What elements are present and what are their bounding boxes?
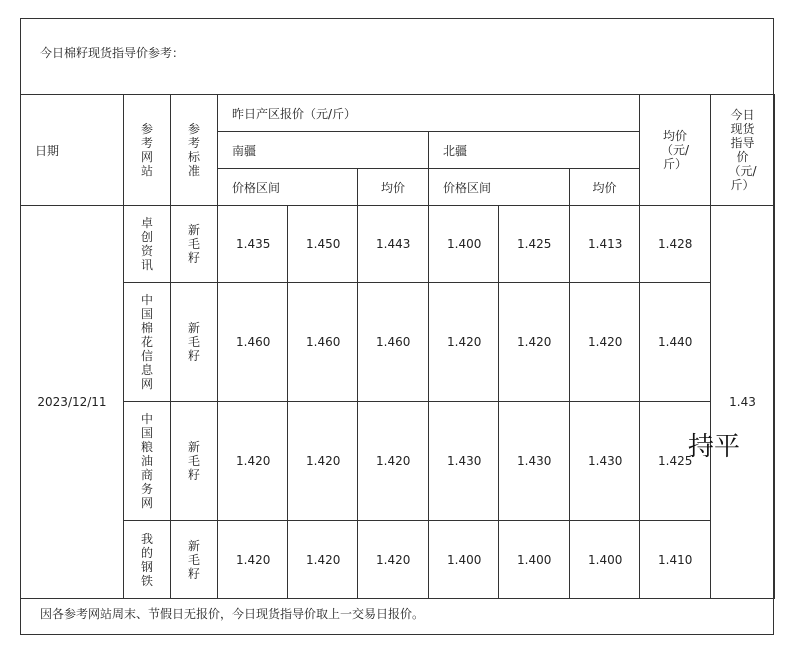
standard-cell: 新毛籽 [171, 283, 218, 402]
avg-cell: 1.410 [640, 521, 711, 599]
table-row [21, 402, 775, 521]
table-row [21, 283, 775, 402]
date-cell: 2023/12/11 [21, 206, 124, 599]
avg-cell: 1.425 [640, 402, 711, 521]
south-high-cell: 1.420 [288, 521, 358, 599]
north-high-cell: 1.425 [499, 206, 570, 283]
south-avg-cell: 1.420 [358, 521, 429, 599]
header-site: 参考网站 [124, 95, 171, 206]
south-low-cell: 1.460 [218, 283, 288, 402]
watermark-overlay: 持平 [688, 432, 741, 462]
table-row [21, 206, 775, 283]
header-overall-avg: 均价（元/斤） [640, 95, 711, 206]
table-row [21, 521, 775, 599]
standard-cell: 新毛籽 [171, 521, 218, 599]
north-low-cell: 1.420 [429, 283, 499, 402]
north-avg-cell: 1.400 [570, 521, 640, 599]
south-avg-cell: 1.460 [358, 283, 429, 402]
site-cell: 中国棉花信息网 [124, 283, 171, 402]
avg-cell: 1.428 [640, 206, 711, 283]
price-table [20, 94, 775, 599]
header-north-avg: 均价 [570, 169, 640, 206]
south-avg-cell: 1.420 [358, 402, 429, 521]
south-low-cell: 1.420 [218, 402, 288, 521]
header-today-price: 今日现货指导价（元/斤） [711, 95, 775, 206]
south-low-cell: 1.435 [218, 206, 288, 283]
site-cell: 中国粮油商务网 [124, 402, 171, 521]
header-south-avg: 均价 [358, 169, 429, 206]
footnote: 因各参考网站周末、节假日无报价，今日现货指导价取上一交易日报价。 [40, 607, 425, 621]
south-high-cell: 1.460 [288, 283, 358, 402]
north-low-cell: 1.430 [429, 402, 499, 521]
north-high-cell: 1.400 [499, 521, 570, 599]
north-low-cell: 1.400 [429, 521, 499, 599]
avg-cell: 1.440 [640, 283, 711, 402]
header-south: 南疆 [218, 132, 429, 169]
north-low-cell: 1.400 [429, 206, 499, 283]
north-avg-cell: 1.413 [570, 206, 640, 283]
header-yesterday-price: 昨日产区报价（元/斤） [218, 95, 640, 132]
standard-cell: 新毛籽 [171, 402, 218, 521]
header-north: 北疆 [429, 132, 640, 169]
north-avg-cell: 1.430 [570, 402, 640, 521]
south-avg-cell: 1.443 [358, 206, 429, 283]
today-price-cell: 1.43 [711, 206, 775, 599]
site-cell: 我的钢铁 [124, 521, 171, 599]
south-high-cell: 1.420 [288, 402, 358, 521]
north-high-cell: 1.430 [499, 402, 570, 521]
north-avg-cell: 1.420 [570, 283, 640, 402]
south-high-cell: 1.450 [288, 206, 358, 283]
page-title: 今日棉籽现货指导价参考： [40, 46, 185, 60]
header-standard: 参考标准 [171, 95, 218, 206]
south-low-cell: 1.420 [218, 521, 288, 599]
header-south-range: 价格区间 [218, 169, 358, 206]
header-north-range: 价格区间 [429, 169, 570, 206]
header-date: 日期 [21, 95, 124, 206]
site-cell: 卓创资讯 [124, 206, 171, 283]
standard-cell: 新毛籽 [171, 206, 218, 283]
north-high-cell: 1.420 [499, 283, 570, 402]
